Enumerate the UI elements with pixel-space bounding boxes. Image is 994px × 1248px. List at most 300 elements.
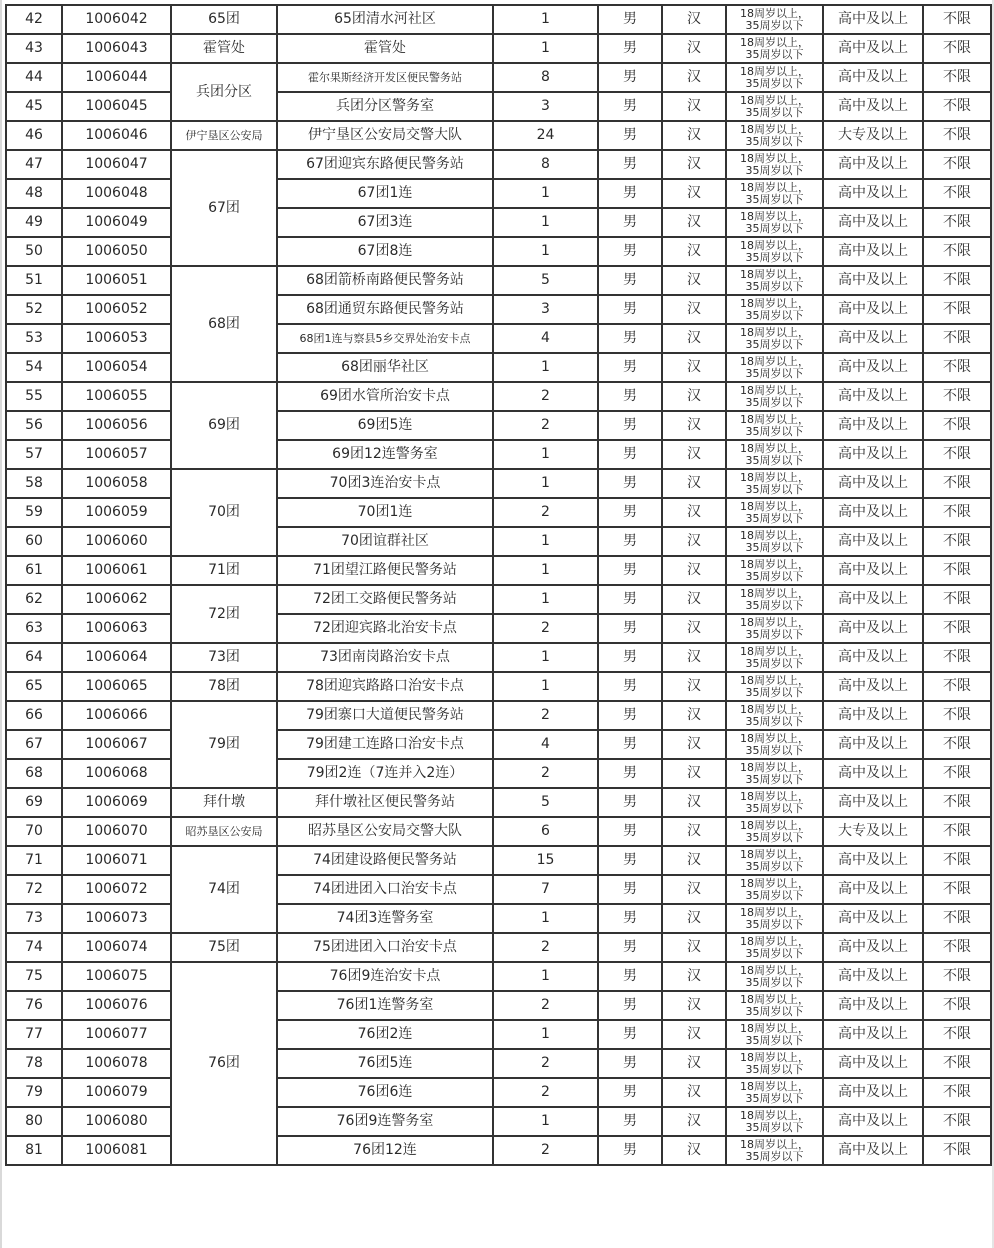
position-code-cell: 1006071 bbox=[62, 846, 171, 875]
headcount-cell: 5 bbox=[493, 788, 598, 817]
other-requirement-cell: 不限 bbox=[923, 237, 991, 266]
headcount-cell: 1 bbox=[493, 672, 598, 701]
gender-cell: 男 bbox=[598, 63, 662, 92]
unit-cell: 68团 bbox=[171, 266, 277, 382]
table-row bbox=[6, 5, 991, 34]
ethnicity-cell: 汉 bbox=[662, 759, 726, 788]
age-requirement-cell bbox=[726, 585, 823, 614]
education-cell: 高中及以上 bbox=[823, 556, 923, 585]
seq-cell: 49 bbox=[6, 208, 62, 237]
ethnicity-cell: 汉 bbox=[662, 643, 726, 672]
table-row bbox=[6, 556, 991, 585]
unit-cell: 74团 bbox=[171, 846, 277, 933]
table-row bbox=[6, 672, 991, 701]
position-code-cell: 1006065 bbox=[62, 672, 171, 701]
position-code-cell: 1006069 bbox=[62, 788, 171, 817]
headcount-cell: 3 bbox=[493, 92, 598, 121]
table-row bbox=[6, 179, 991, 208]
age-line-max: 35周岁以下 bbox=[745, 685, 804, 699]
age-line-max: 35周岁以下 bbox=[745, 569, 804, 583]
gender-cell: 男 bbox=[598, 904, 662, 933]
education-cell: 高中及以上 bbox=[823, 643, 923, 672]
seq-cell: 75 bbox=[6, 962, 62, 991]
table-row bbox=[6, 585, 991, 614]
post-cell: 76团6连 bbox=[277, 1078, 493, 1107]
age-line-max: 35周岁以下 bbox=[745, 1149, 804, 1163]
post-cell: 71团望江路便民警务站 bbox=[277, 556, 493, 585]
seq-cell: 61 bbox=[6, 556, 62, 585]
education-cell: 高中及以上 bbox=[823, 179, 923, 208]
headcount-cell: 7 bbox=[493, 875, 598, 904]
seq-cell: 52 bbox=[6, 295, 62, 324]
age-line-min: 18周岁以上， bbox=[740, 789, 809, 803]
seq-cell: 55 bbox=[6, 382, 62, 411]
gender-cell: 男 bbox=[598, 933, 662, 962]
position-code-cell: 1006060 bbox=[62, 527, 171, 556]
education-cell: 高中及以上 bbox=[823, 962, 923, 991]
post-cell: 72团工交路便民警务站 bbox=[277, 585, 493, 614]
seq-cell: 48 bbox=[6, 179, 62, 208]
table-row bbox=[6, 150, 991, 179]
age-line-max: 35周岁以下 bbox=[745, 627, 804, 641]
other-requirement-cell: 不限 bbox=[923, 904, 991, 933]
age-line-max: 35周岁以下 bbox=[745, 192, 804, 206]
gender-cell: 男 bbox=[598, 179, 662, 208]
age-line-max: 35周岁以下 bbox=[745, 511, 804, 525]
age-line-min: 18周岁以上， bbox=[740, 151, 809, 165]
age-requirement-cell bbox=[726, 34, 823, 63]
age-line-min: 18周岁以上， bbox=[740, 180, 809, 194]
gender-cell: 男 bbox=[598, 730, 662, 759]
age-line-min: 18周岁以上， bbox=[740, 847, 809, 861]
education-cell: 大专及以上 bbox=[823, 121, 923, 150]
headcount-cell: 1 bbox=[493, 1020, 598, 1049]
position-code-cell: 1006079 bbox=[62, 1078, 171, 1107]
position-code-cell: 1006050 bbox=[62, 237, 171, 266]
other-requirement-cell: 不限 bbox=[923, 556, 991, 585]
age-line-min: 18周岁以上， bbox=[740, 441, 809, 455]
position-code-cell: 1006052 bbox=[62, 295, 171, 324]
seq-cell: 43 bbox=[6, 34, 62, 63]
age-requirement-cell bbox=[726, 759, 823, 788]
gender-cell: 男 bbox=[598, 759, 662, 788]
other-requirement-cell: 不限 bbox=[923, 34, 991, 63]
other-requirement-cell: 不限 bbox=[923, 1078, 991, 1107]
age-line-max: 35周岁以下 bbox=[745, 656, 804, 670]
age-requirement-cell bbox=[726, 904, 823, 933]
other-requirement-cell: 不限 bbox=[923, 614, 991, 643]
age-line-min: 18周岁以上， bbox=[740, 1021, 809, 1035]
post-cell: 70团谊群社区 bbox=[277, 527, 493, 556]
seq-cell: 77 bbox=[6, 1020, 62, 1049]
ethnicity-cell: 汉 bbox=[662, 788, 726, 817]
table-body bbox=[6, 5, 991, 1165]
headcount-cell: 2 bbox=[493, 1078, 598, 1107]
seq-cell: 69 bbox=[6, 788, 62, 817]
other-requirement-cell: 不限 bbox=[923, 92, 991, 121]
gender-cell: 男 bbox=[598, 1020, 662, 1049]
education-cell: 高中及以上 bbox=[823, 150, 923, 179]
age-line-max: 35周岁以下 bbox=[745, 366, 804, 380]
age-line-max: 35周岁以下 bbox=[745, 134, 804, 148]
education-cell: 大专及以上 bbox=[823, 817, 923, 846]
table-row bbox=[6, 759, 991, 788]
ethnicity-cell: 汉 bbox=[662, 585, 726, 614]
education-cell: 高中及以上 bbox=[823, 382, 923, 411]
ethnicity-cell: 汉 bbox=[662, 962, 726, 991]
seq-cell: 60 bbox=[6, 527, 62, 556]
headcount-cell: 1 bbox=[493, 469, 598, 498]
headcount-cell: 2 bbox=[493, 991, 598, 1020]
position-code-cell: 1006080 bbox=[62, 1107, 171, 1136]
seq-cell: 71 bbox=[6, 846, 62, 875]
unit-cell: 73团 bbox=[171, 643, 277, 672]
education-cell: 高中及以上 bbox=[823, 237, 923, 266]
position-code-cell: 1006048 bbox=[62, 179, 171, 208]
other-requirement-cell: 不限 bbox=[923, 411, 991, 440]
table-row bbox=[6, 875, 991, 904]
age-line-max: 35周岁以下 bbox=[745, 830, 804, 844]
education-cell: 高中及以上 bbox=[823, 469, 923, 498]
age-requirement-cell bbox=[726, 730, 823, 759]
position-code-cell: 1006070 bbox=[62, 817, 171, 846]
table-row bbox=[6, 1078, 991, 1107]
seq-cell: 81 bbox=[6, 1136, 62, 1165]
other-requirement-cell: 不限 bbox=[923, 527, 991, 556]
age-line-min: 18周岁以上， bbox=[740, 354, 809, 368]
education-cell: 高中及以上 bbox=[823, 614, 923, 643]
gender-cell: 男 bbox=[598, 121, 662, 150]
table-row bbox=[6, 295, 991, 324]
education-cell: 高中及以上 bbox=[823, 991, 923, 1020]
ethnicity-cell: 汉 bbox=[662, 1107, 726, 1136]
age-line-min: 18周岁以上， bbox=[740, 325, 809, 339]
gender-cell: 男 bbox=[598, 266, 662, 295]
ethnicity-cell: 汉 bbox=[662, 150, 726, 179]
post-cell: 79团建工连路口治安卡点 bbox=[277, 730, 493, 759]
unit-cell: 72团 bbox=[171, 585, 277, 643]
age-requirement-cell bbox=[726, 1136, 823, 1165]
seq-cell: 73 bbox=[6, 904, 62, 933]
table-row bbox=[6, 614, 991, 643]
post-cell: 昭苏垦区公安局交警大队 bbox=[277, 817, 493, 846]
headcount-cell: 1 bbox=[493, 527, 598, 556]
ethnicity-cell: 汉 bbox=[662, 556, 726, 585]
age-requirement-cell bbox=[726, 353, 823, 382]
post-cell: 72团迎宾路北治安卡点 bbox=[277, 614, 493, 643]
gender-cell: 男 bbox=[598, 469, 662, 498]
post-cell: 霍管处 bbox=[277, 34, 493, 63]
headcount-cell: 1 bbox=[493, 585, 598, 614]
age-line-min: 18周岁以上， bbox=[740, 296, 809, 310]
education-cell: 高中及以上 bbox=[823, 933, 923, 962]
age-requirement-cell bbox=[726, 498, 823, 527]
other-requirement-cell: 不限 bbox=[923, 1020, 991, 1049]
other-requirement-cell: 不限 bbox=[923, 1107, 991, 1136]
gender-cell: 男 bbox=[598, 672, 662, 701]
education-cell: 高中及以上 bbox=[823, 1020, 923, 1049]
age-line-min: 18周岁以上， bbox=[740, 876, 809, 890]
post-cell: 67团1连 bbox=[277, 179, 493, 208]
headcount-cell: 1 bbox=[493, 208, 598, 237]
seq-cell: 70 bbox=[6, 817, 62, 846]
table-row bbox=[6, 933, 991, 962]
headcount-cell: 2 bbox=[493, 759, 598, 788]
seq-cell: 64 bbox=[6, 643, 62, 672]
headcount-cell: 1 bbox=[493, 440, 598, 469]
ethnicity-cell: 汉 bbox=[662, 1136, 726, 1165]
age-line-min: 18周岁以上， bbox=[740, 1108, 809, 1122]
gender-cell: 男 bbox=[598, 1107, 662, 1136]
education-cell: 高中及以上 bbox=[823, 324, 923, 353]
seq-cell: 58 bbox=[6, 469, 62, 498]
education-cell: 高中及以上 bbox=[823, 63, 923, 92]
ethnicity-cell: 汉 bbox=[662, 440, 726, 469]
gender-cell: 男 bbox=[598, 962, 662, 991]
age-requirement-cell bbox=[726, 672, 823, 701]
table-row bbox=[6, 469, 991, 498]
seq-cell: 68 bbox=[6, 759, 62, 788]
other-requirement-cell: 不限 bbox=[923, 121, 991, 150]
other-requirement-cell: 不限 bbox=[923, 150, 991, 179]
ethnicity-cell: 汉 bbox=[662, 34, 726, 63]
education-cell: 高中及以上 bbox=[823, 904, 923, 933]
gender-cell: 男 bbox=[598, 295, 662, 324]
age-line-max: 35周岁以下 bbox=[745, 395, 804, 409]
seq-cell: 44 bbox=[6, 63, 62, 92]
post-cell: 70团1连 bbox=[277, 498, 493, 527]
age-line-min: 18周岁以上， bbox=[740, 934, 809, 948]
age-line-max: 35周岁以下 bbox=[745, 250, 804, 264]
education-cell: 高中及以上 bbox=[823, 295, 923, 324]
seq-cell: 42 bbox=[6, 5, 62, 34]
education-cell: 高中及以上 bbox=[823, 701, 923, 730]
other-requirement-cell: 不限 bbox=[923, 846, 991, 875]
education-cell: 高中及以上 bbox=[823, 353, 923, 382]
age-line-min: 18周岁以上， bbox=[740, 499, 809, 513]
ethnicity-cell: 汉 bbox=[662, 63, 726, 92]
table-row bbox=[6, 121, 991, 150]
age-requirement-cell bbox=[726, 179, 823, 208]
education-cell: 高中及以上 bbox=[823, 498, 923, 527]
education-cell: 高中及以上 bbox=[823, 5, 923, 34]
post-cell: 拜什墩社区便民警务站 bbox=[277, 788, 493, 817]
position-code-cell: 1006067 bbox=[62, 730, 171, 759]
other-requirement-cell: 不限 bbox=[923, 324, 991, 353]
seq-cell: 79 bbox=[6, 1078, 62, 1107]
age-requirement-cell bbox=[726, 63, 823, 92]
position-code-cell: 1006074 bbox=[62, 933, 171, 962]
seq-cell: 56 bbox=[6, 411, 62, 440]
position-code-cell: 1006057 bbox=[62, 440, 171, 469]
age-line-min: 18周岁以上， bbox=[740, 702, 809, 716]
position-code-cell: 1006042 bbox=[62, 5, 171, 34]
other-requirement-cell: 不限 bbox=[923, 1136, 991, 1165]
post-cell: 79团2连（7连并入2连） bbox=[277, 759, 493, 788]
education-cell: 高中及以上 bbox=[823, 788, 923, 817]
table-row bbox=[6, 208, 991, 237]
gender-cell: 男 bbox=[598, 614, 662, 643]
age-line-min: 18周岁以上， bbox=[740, 267, 809, 281]
post-cell: 68团箭桥南路便民警务站 bbox=[277, 266, 493, 295]
unit-cell: 78团 bbox=[171, 672, 277, 701]
ethnicity-cell: 汉 bbox=[662, 208, 726, 237]
other-requirement-cell: 不限 bbox=[923, 353, 991, 382]
ethnicity-cell: 汉 bbox=[662, 527, 726, 556]
ethnicity-cell: 汉 bbox=[662, 498, 726, 527]
education-cell: 高中及以上 bbox=[823, 759, 923, 788]
table-row bbox=[6, 962, 991, 991]
seq-cell: 50 bbox=[6, 237, 62, 266]
age-line-max: 35周岁以下 bbox=[745, 424, 804, 438]
position-code-cell: 1006062 bbox=[62, 585, 171, 614]
ethnicity-cell: 汉 bbox=[662, 382, 726, 411]
ethnicity-cell: 汉 bbox=[662, 701, 726, 730]
other-requirement-cell: 不限 bbox=[923, 266, 991, 295]
other-requirement-cell: 不限 bbox=[923, 788, 991, 817]
age-requirement-cell bbox=[726, 991, 823, 1020]
table-row bbox=[6, 1136, 991, 1165]
post-cell: 65团清水河社区 bbox=[277, 5, 493, 34]
age-line-min: 18周岁以上， bbox=[740, 818, 809, 832]
other-requirement-cell: 不限 bbox=[923, 643, 991, 672]
age-line-max: 35周岁以下 bbox=[745, 105, 804, 119]
ethnicity-cell: 汉 bbox=[662, 121, 726, 150]
position-code-cell: 1006064 bbox=[62, 643, 171, 672]
unit-cell: 65团 bbox=[171, 5, 277, 34]
seq-cell: 57 bbox=[6, 440, 62, 469]
age-requirement-cell bbox=[726, 150, 823, 179]
position-code-cell: 1006075 bbox=[62, 962, 171, 991]
age-line-min: 18周岁以上， bbox=[740, 586, 809, 600]
gender-cell: 男 bbox=[598, 5, 662, 34]
post-cell: 75团进团入口治安卡点 bbox=[277, 933, 493, 962]
age-line-max: 35周岁以下 bbox=[745, 47, 804, 61]
table-row bbox=[6, 353, 991, 382]
position-code-cell: 1006053 bbox=[62, 324, 171, 353]
ethnicity-cell: 汉 bbox=[662, 295, 726, 324]
ethnicity-cell: 汉 bbox=[662, 933, 726, 962]
headcount-cell: 1 bbox=[493, 353, 598, 382]
age-line-max: 35周岁以下 bbox=[745, 946, 804, 960]
seq-cell: 67 bbox=[6, 730, 62, 759]
age-line-max: 35周岁以下 bbox=[745, 540, 804, 554]
position-code-cell: 1006051 bbox=[62, 266, 171, 295]
headcount-cell: 1 bbox=[493, 34, 598, 63]
post-cell: 76团2连 bbox=[277, 1020, 493, 1049]
age-requirement-cell bbox=[726, 962, 823, 991]
gender-cell: 男 bbox=[598, 353, 662, 382]
age-line-min: 18周岁以上， bbox=[740, 760, 809, 774]
gender-cell: 男 bbox=[598, 527, 662, 556]
gender-cell: 男 bbox=[598, 846, 662, 875]
other-requirement-cell: 不限 bbox=[923, 208, 991, 237]
headcount-cell: 1 bbox=[493, 1107, 598, 1136]
ethnicity-cell: 汉 bbox=[662, 730, 726, 759]
unit-cell: 兵团分区 bbox=[171, 63, 277, 121]
age-line-max: 35周岁以下 bbox=[745, 221, 804, 235]
post-cell: 67团迎宾东路便民警务站 bbox=[277, 150, 493, 179]
gender-cell: 男 bbox=[598, 34, 662, 63]
other-requirement-cell: 不限 bbox=[923, 962, 991, 991]
headcount-cell: 2 bbox=[493, 1136, 598, 1165]
ethnicity-cell: 汉 bbox=[662, 904, 726, 933]
age-requirement-cell bbox=[726, 933, 823, 962]
headcount-cell: 5 bbox=[493, 266, 598, 295]
headcount-cell: 2 bbox=[493, 1049, 598, 1078]
age-line-max: 35周岁以下 bbox=[745, 859, 804, 873]
table-row bbox=[6, 498, 991, 527]
other-requirement-cell: 不限 bbox=[923, 382, 991, 411]
post-cell: 78团迎宾路路口治安卡点 bbox=[277, 672, 493, 701]
education-cell: 高中及以上 bbox=[823, 585, 923, 614]
gender-cell: 男 bbox=[598, 643, 662, 672]
ethnicity-cell: 汉 bbox=[662, 1078, 726, 1107]
table-row bbox=[6, 904, 991, 933]
gender-cell: 男 bbox=[598, 92, 662, 121]
seq-cell: 45 bbox=[6, 92, 62, 121]
age-line-min: 18周岁以上， bbox=[740, 383, 809, 397]
headcount-cell: 1 bbox=[493, 556, 598, 585]
seq-cell: 74 bbox=[6, 933, 62, 962]
age-line-max: 35周岁以下 bbox=[745, 482, 804, 496]
other-requirement-cell: 不限 bbox=[923, 817, 991, 846]
position-code-cell: 1006059 bbox=[62, 498, 171, 527]
position-code-cell: 1006072 bbox=[62, 875, 171, 904]
table-row bbox=[6, 1107, 991, 1136]
ethnicity-cell: 汉 bbox=[662, 672, 726, 701]
age-line-min: 18周岁以上， bbox=[740, 64, 809, 78]
unit-cell: 拜什墩 bbox=[171, 788, 277, 817]
gender-cell: 男 bbox=[598, 991, 662, 1020]
education-cell: 高中及以上 bbox=[823, 92, 923, 121]
gender-cell: 男 bbox=[598, 556, 662, 585]
ethnicity-cell: 汉 bbox=[662, 353, 726, 382]
unit-cell: 79团 bbox=[171, 701, 277, 788]
age-line-max: 35周岁以下 bbox=[745, 308, 804, 322]
headcount-cell: 2 bbox=[493, 614, 598, 643]
age-line-min: 18周岁以上， bbox=[740, 905, 809, 919]
post-cell: 74团建设路便民警务站 bbox=[277, 846, 493, 875]
education-cell: 高中及以上 bbox=[823, 266, 923, 295]
age-requirement-cell bbox=[726, 5, 823, 34]
gender-cell: 男 bbox=[598, 1049, 662, 1078]
seq-cell: 78 bbox=[6, 1049, 62, 1078]
age-line-min: 18周岁以上， bbox=[740, 122, 809, 136]
age-line-min: 18周岁以上， bbox=[740, 557, 809, 571]
age-requirement-cell bbox=[726, 1020, 823, 1049]
seq-cell: 66 bbox=[6, 701, 62, 730]
education-cell: 高中及以上 bbox=[823, 672, 923, 701]
headcount-cell: 1 bbox=[493, 179, 598, 208]
age-line-max: 35周岁以下 bbox=[745, 163, 804, 177]
age-line-max: 35周岁以下 bbox=[745, 1091, 804, 1105]
table-row bbox=[6, 324, 991, 353]
age-line-max: 35周岁以下 bbox=[745, 1062, 804, 1076]
other-requirement-cell: 不限 bbox=[923, 585, 991, 614]
age-line-max: 35周岁以下 bbox=[745, 1120, 804, 1134]
age-requirement-cell bbox=[726, 701, 823, 730]
headcount-cell: 6 bbox=[493, 817, 598, 846]
other-requirement-cell: 不限 bbox=[923, 295, 991, 324]
age-line-min: 18周岁以上， bbox=[740, 35, 809, 49]
table-row bbox=[6, 1020, 991, 1049]
age-line-max: 35周岁以下 bbox=[745, 714, 804, 728]
age-requirement-cell bbox=[726, 1078, 823, 1107]
seq-cell: 51 bbox=[6, 266, 62, 295]
seq-cell: 46 bbox=[6, 121, 62, 150]
age-line-max: 35周岁以下 bbox=[745, 1033, 804, 1047]
